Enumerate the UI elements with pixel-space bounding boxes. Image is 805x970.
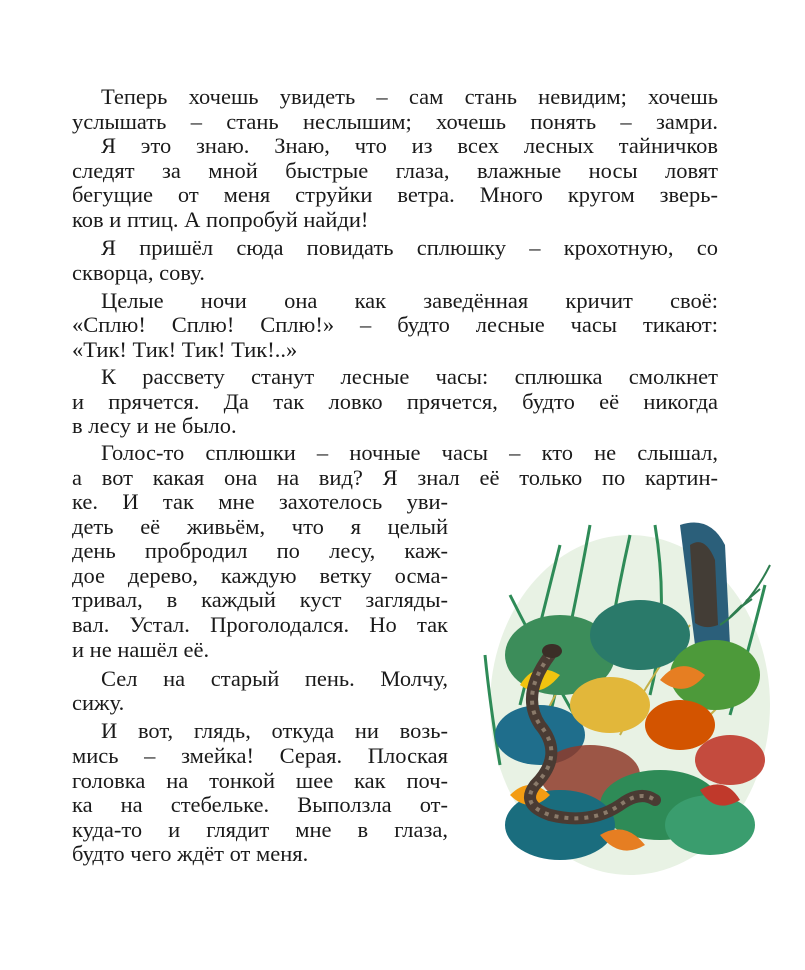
text-line: головка на тонкой шее как поч- xyxy=(72,768,448,793)
text-line: день пробродил по лесу, каж- xyxy=(72,538,448,563)
text-line: деть её живьём, что я целый xyxy=(72,514,448,539)
text-line: ке. И так мне захотелось уви- xyxy=(72,489,448,514)
text-line: И вот, глядь, откуда ни возь- xyxy=(101,718,448,743)
text-line: мись – змейка! Серая. Плоская xyxy=(72,743,448,768)
text-line: будто чего ждёт от меня. xyxy=(72,841,309,866)
text-line: Я пришёл сюда повидать сплюшку – крохотную, со xyxy=(101,235,718,260)
text-line: «Тик! Тик! Тик! Тик!..» xyxy=(72,337,298,362)
text-line: «Сплю! Сплю! Сплю!» – будто лесные часы тикают: xyxy=(72,312,718,337)
text-line: Сел на старый пень. Молчу, xyxy=(101,666,448,691)
text-line: тривал, в каждый куст загляды- xyxy=(72,587,448,612)
text-line: в лесу и не было. xyxy=(72,413,237,438)
text-line: услышать – стань неслышим; хочешь понять – замри. xyxy=(72,109,718,134)
text-line: Целые ночи она как заведённая кричит своё: xyxy=(101,288,718,313)
text-line: Теперь хочешь увидеть – сам стань невидим; хочешь xyxy=(101,84,718,109)
text-line: и не нашёл её. xyxy=(72,637,210,662)
text-line: Я это знаю. Знаю, что из всех лесных тайничков xyxy=(101,133,718,158)
text-line: ка на стебельке. Выползла от- xyxy=(72,792,448,817)
text-line: скворца, сову. xyxy=(72,260,205,285)
text-line: а вот какая она на вид? Я знал её только по картин- xyxy=(72,465,718,490)
text-line: К рассвету станут лесные часы: сплюшка смолкнет xyxy=(101,364,718,389)
text-line: ков и птиц. А попробуй найди! xyxy=(72,207,369,232)
text-line: куда-то и глядит мне в глаза, xyxy=(72,817,448,842)
snake-head xyxy=(542,644,562,658)
text-line: вал. Устал. Проголодался. Но так xyxy=(72,612,448,637)
text-line: дое дерево, каждую ветку осма- xyxy=(72,563,448,588)
text-line: следят за мной быстрые глаза, влажные носы ловят xyxy=(72,158,718,183)
forest-snake-illustration xyxy=(480,505,772,880)
text-line: сижу. xyxy=(72,690,125,715)
text-line: Голос-то сплюшки – ночные часы – кто не слышал, xyxy=(101,440,718,465)
text-line: бегущие от меня струйки ветра. Много кругом зверь- xyxy=(72,182,718,207)
text-line: и прячется. Да так ловко прячется, будто её никогда xyxy=(72,389,718,414)
